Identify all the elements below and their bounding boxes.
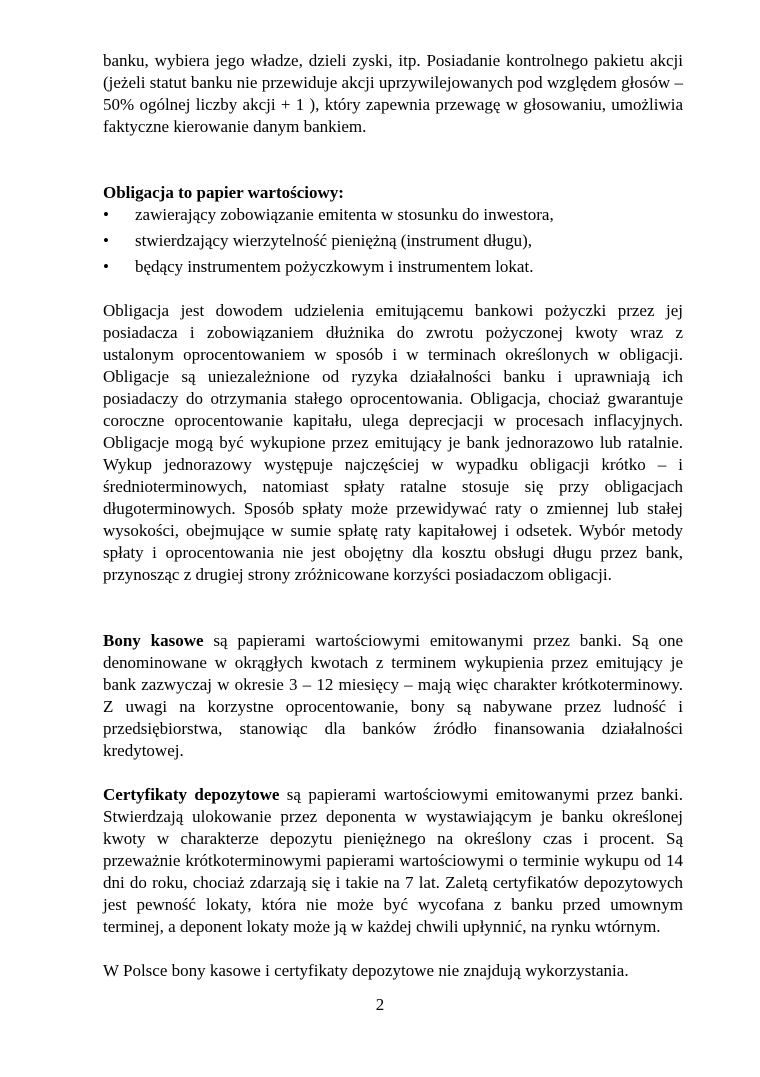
list-item [103, 204, 683, 226]
bullet-icon: • [103, 205, 109, 224]
document-page [103, 50, 683, 982]
list-item [103, 256, 683, 278]
list-item-text: stwierdzający wierzytelność pieniężną (instrument długu), [135, 231, 532, 250]
bullet-icon: • [103, 231, 109, 250]
page-number: 2 [375, 995, 385, 1014]
cash-bills-text: są papierami wartościowymi emitowanymi przez banki. Są one denominowane w okrągłych kwotach z terminem wykupienia przez emitujący je bank zazwyczaj w okresie 3 – 12 miesięcy – mają więc charakter krótkoterminowy. Z uwagi na korzystne oprocentowanie, bony są nabywane przez ludność i przedsiębiorstwa, stanowiąc dla banków źródło finansowania działalności kredytowej. [103, 631, 683, 760]
deposit-certificates-term: Certyfikaty depozytowe [103, 785, 280, 804]
closing-paragraph: W Polsce bony kasowe i certyfikaty depozytowe nie znajdują wykorzystania. [103, 961, 629, 980]
bonds-paragraph: Obligacja jest dowodem udzielenia emitującemu bankowi pożyczki przez jej posiadacza i zobowiązaniem dłużnika do zwrotu pożyczonej kwoty wraz z ustalonym oprocentowaniem w sposób i w terminach określonych w obligacji. Obligacje są uniezależnione od ryzyka działalności banku i uprawniają ich posiadaczy do otrzymania stałego oprocentowania. Obligacja, chociaż gwarantuje coroczne oprocentowanie kapitału, ulega deprecjacji w procesach inflacyjnych. Obligacje mogą być wykupione przez emitujący je bank jednorazowo lub ratalnie. Wykup jednorazowy występuje najczęściej w wypadku obligacji krótko – i średnioterminowych, natomiast spłaty ratalne stosuje się przy obligacjach długoterminowych. Sposób spłaty może przewidywać raty o zmiennej lub stałej wysokości, obejmujące w sumie spłatę raty kapitałowej i odsetek. Wybór metody spłaty i oprocentowania nie jest obojętny dla kosztu obsługi długu przez bank, przynosząc z drugiej strony zróżnicowane korzyści posiadaczom obligacji. [103, 301, 683, 584]
bonds-heading: Obligacja to papier wartościowy: [103, 183, 344, 202]
intro-paragraph: banku, wybiera jego władze, dzieli zyski, itp. Posiadanie kontrolnego pakietu akcji (jeżeli statut banku nie przewiduje akcji uprzywilejowanych pod względem głosów – 50% ogólnej liczby akcji + 1 ), który zapewnia przewagę w głosowaniu, umożliwia faktyczne kierowanie danym bankiem. [103, 51, 683, 136]
bonds-section [103, 182, 683, 586]
list-item-text: zawierający zobowiązanie emitenta w stosunku do inwestora, [135, 205, 554, 224]
cash-bills-term: Bony kasowe [103, 631, 204, 650]
cash-bills-paragraph [103, 630, 683, 762]
list-item-text: będący instrumentem pożyczkowym i instrumentem lokat. [135, 257, 534, 276]
deposit-certificates-paragraph [103, 784, 683, 938]
deposit-certificates-text: są papierami wartościowymi emitowanymi przez banki. Stwierdzają ulokowanie przez deponenta w wystawiającym je banku określonej kwoty w charakterze depozytu pieniężnego na określony czas i procent. Są przeważnie krótkoterminowymi papierami wartościowymi o terminie wykupu od 14 dni do roku, chociaż zdarzają się i takie na 7 lat. Zaletą certyfikatów depozytowych jest pewność lokaty, która nie może być wycofana z banku przed umownym terminej, a deponent lokaty może ją w każdej chwili upłynnić, na rynku wtórnym. [103, 785, 683, 936]
bullet-icon: • [103, 257, 109, 276]
bonds-bullet-list [103, 204, 683, 278]
list-item [103, 230, 683, 252]
